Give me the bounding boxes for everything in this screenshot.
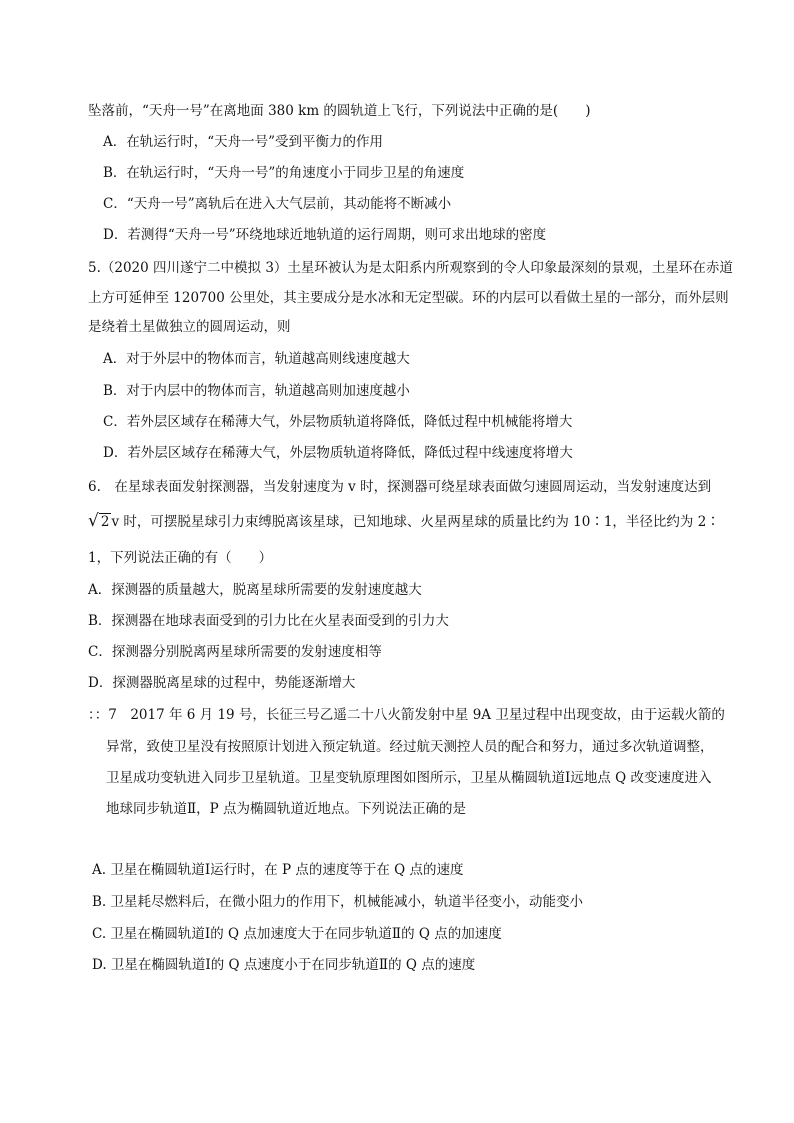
q4-option-a: A．在轨运行时，“天舟一号”受到平衡力的作用 — [103, 134, 384, 150]
q7-option-d: D. 卫星在椭圆轨道Ⅰ的 Q 点速度小于在同步轨道Ⅱ的 Q 点的速度 — [92, 957, 476, 973]
q7-option-b: B. 卫星耗尽燃料后，在微小阻力的作用下，机械能减小，轨道半径变小，动能变小 — [92, 894, 584, 910]
sqrt-radicand: 2 — [100, 514, 110, 530]
q6-option-d: D．探测器脱离星球的过程中，势能逐渐增大 — [88, 675, 356, 691]
q5-option-c: C．若外层区域存在稀薄大气，外层物质轨道将降低，降低过程中机械能将增大 — [103, 414, 573, 430]
q7-stem-line-3: 卫星成功变轨进入同步卫星轨道。卫星变轨原理图如图所示，卫星从椭圆轨道Ⅰ远地点 Q 改变速度进入 — [106, 770, 712, 786]
q7-stem-line-1: ：：7 2017 年 6 月 19 号，长征三号乙遥二十八火箭发射中星 9A 卫星过程中出现变故，由于运载火箭的 — [88, 707, 725, 723]
q6-option-c: C．探测器分别脱离两星球所需要的发射速度相等 — [88, 644, 382, 660]
q5-option-b: B．对于内层中的物体而言，轨道越高则加速度越小 — [103, 383, 410, 399]
q5-stem-line-2: 上方可延伸至 120700 公里处，其主要成分是水冰和无定型碳。环的内层可以看做土星的一部分，而外层则 — [88, 290, 729, 306]
q7-stem-line-4: 地球同步轨道Ⅱ，P 点为椭圆轨道近地点。下列说法正确的是 — [106, 801, 467, 817]
q4-option-c: C．“天舟一号”离轨后在进入大气层前，其动能将不断减小 — [103, 196, 452, 212]
q6-stem-line-2 — [88, 511, 720, 532]
q7-option-a: A. 卫星在椭圆轨道Ⅰ运行时，在 P 点的速度等于在 Q 点的速度 — [92, 862, 464, 878]
q4-stem: 坠落前，“天舟一号”在离地面 380 km 的圆轨道上飞行，下列说法中正确的是( ) — [88, 103, 591, 119]
q5-option-a: A．对于外层中的物体而言，轨道越高则线速度越大 — [103, 351, 410, 367]
q6-stem-line-1: 6. 在星球表面发射探测器，当发射速度为 v 时，探测器可绕星球表面做匀速圆周运动，当发射速度达到 — [88, 479, 712, 495]
q5-stem-line-1: 5.（2020 四川遂宁二中模拟 3）土星环被认为是太阳系内所观察到的令人印象最深刻的景观，土星环在赤道 — [88, 260, 733, 276]
q7-stem-line-2: 异常，致使卫星没有按照原计划进入预定轨道。经过航天测控人员的配合和努力，通过多次轨道调整， — [106, 739, 714, 755]
q6-stem-line-3: 1，下列说法正确的有（ ） — [88, 550, 273, 566]
q6-option-b: B．探测器在地球表面受到的引力比在火星表面受到的引力大 — [88, 613, 449, 629]
q7-option-c: C. 卫星在椭圆轨道Ⅰ的 Q 点加速度大于在同步轨道Ⅱ的 Q 点的加速度 — [92, 926, 502, 942]
sqrt-expression: √ 2 — [88, 511, 110, 531]
q4-option-b: B．在轨运行时，“天舟一号”的角速度小于同步卫星的角速度 — [103, 165, 465, 181]
q6-option-a: A．探测器的质量越大，脱离星球所需要的发射速度越大 — [88, 582, 422, 598]
q5-option-d: D．若外层区域存在稀薄大气，外层物质轨道将降低，降低过程中线速度将增大 — [103, 445, 573, 461]
q4-option-d: D．若测得“天舟一号”环绕地球近地轨道的运行周期，则可求出地球的密度 — [103, 227, 547, 243]
q6-stem-line-2-text: v 时，可摆脱星球引力束缚脱离该星球，已知地球、火星两星球的质量比约为 10∶1，半径比约为 2∶ — [111, 514, 720, 530]
q5-stem-line-3: 是绕着土星做独立的圆周运动，则 — [88, 319, 291, 335]
